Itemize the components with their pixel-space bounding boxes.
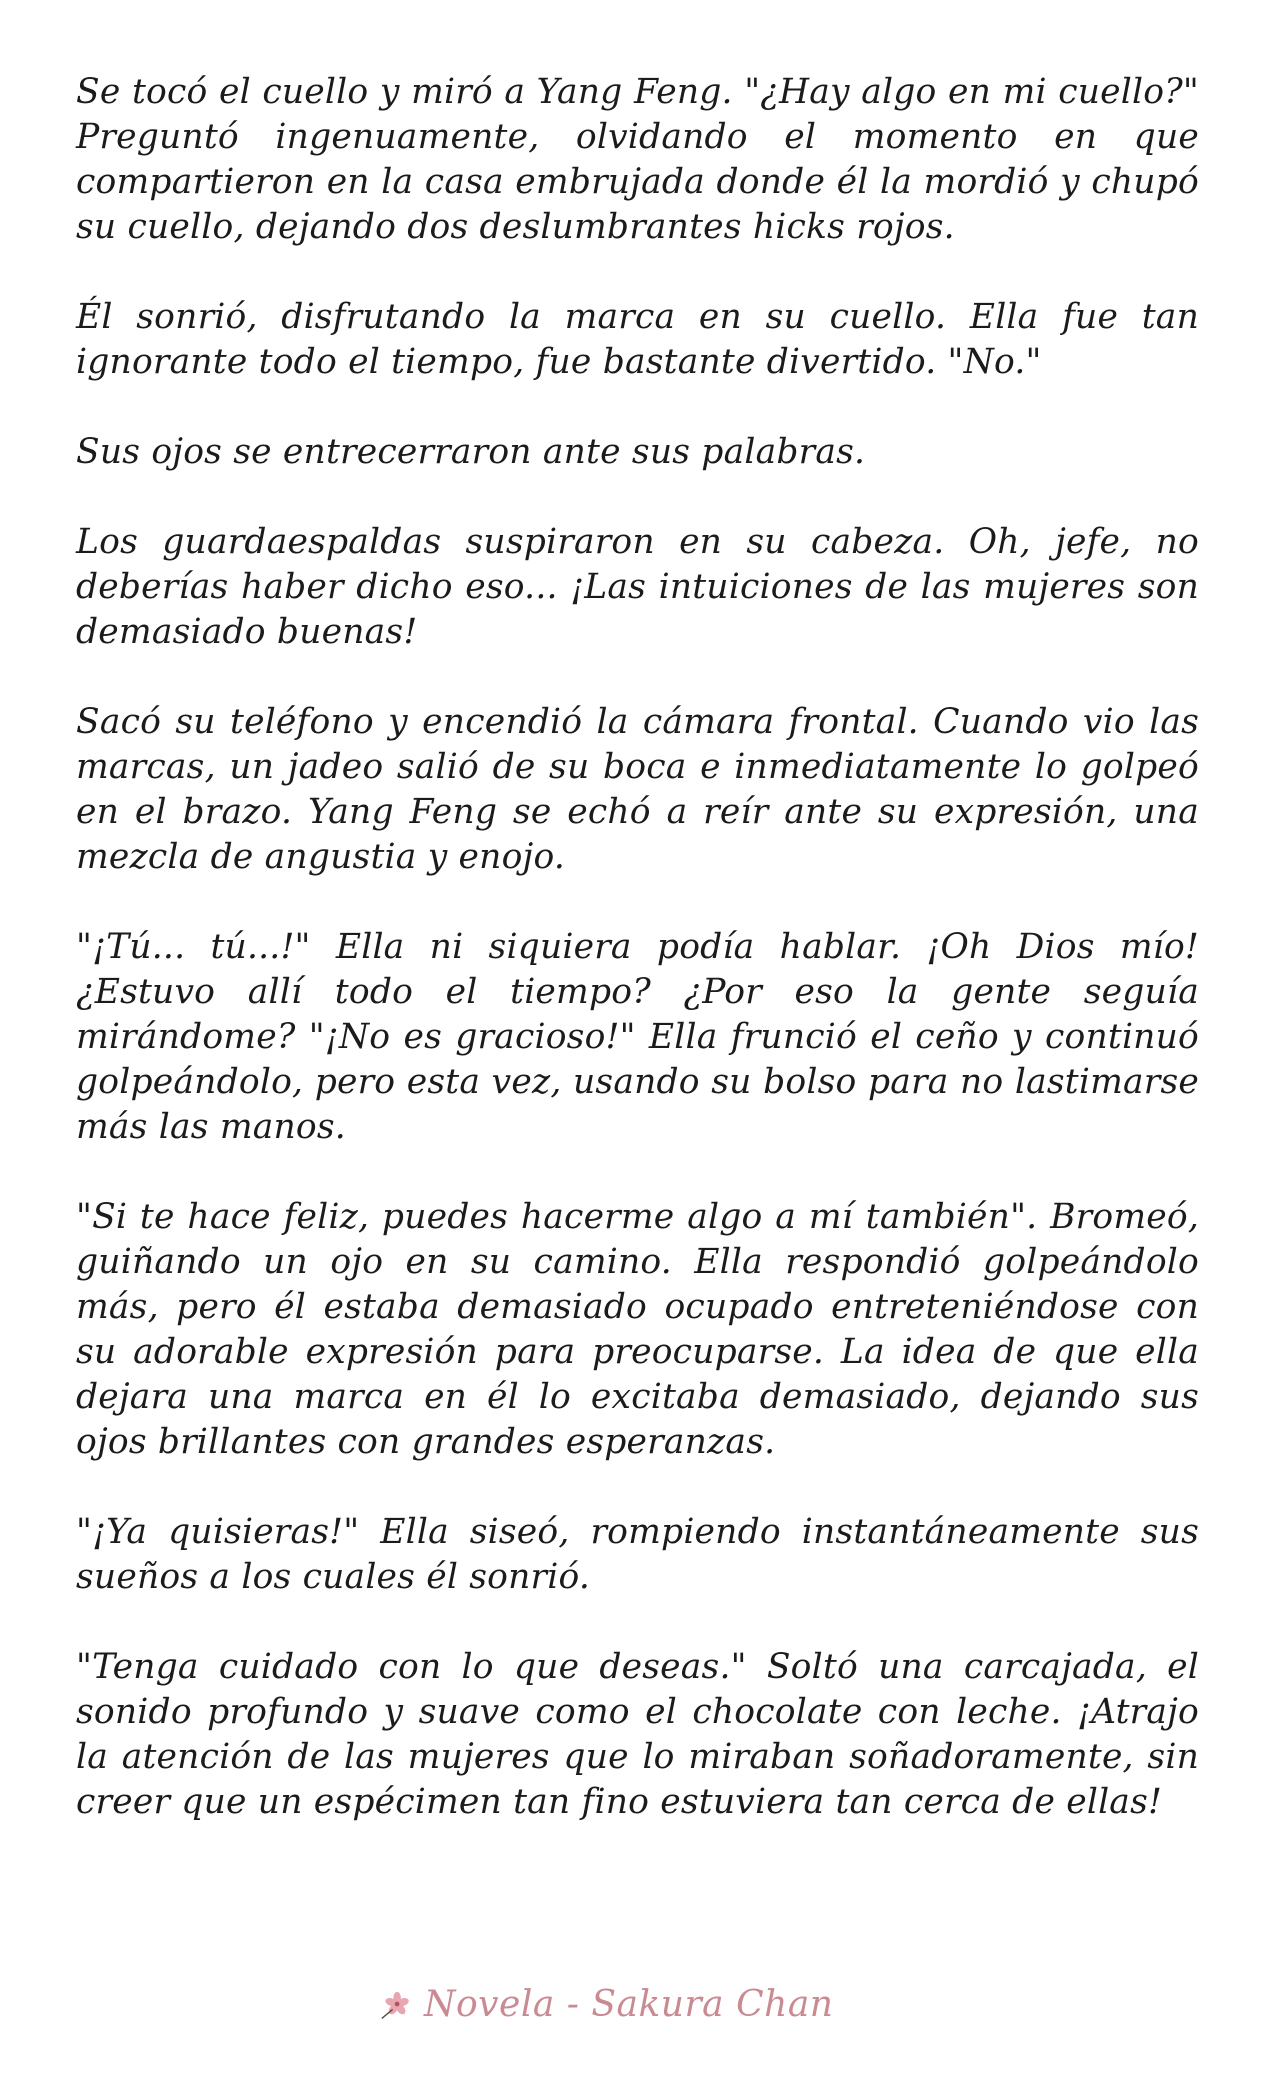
watermark-text: Novela - Sakura Chan bbox=[424, 1983, 834, 2025]
paragraph: "Si te hace feliz, puedes hacerme algo a mí también". Bromeó, guiñando un ojo en su camino. Ella respondió golpeándolo más, pero él estaba demasiado ocupado entreteniéndose con su adorable expresión para preocuparse. La idea de que ella dejara una marca en él lo excitaba demasiado, dejando sus ojos brillantes con grandes esperanzas. bbox=[76, 1197, 1199, 1462]
paragraph: Se tocó el cuello y miró a Yang Feng. "¿Hay algo en mi cuello?" Preguntó ingenuamente, olvidando el momento en que compartieron en la casa embrujada donde él la mordió y chupó su cuello, dejando dos deslumbrantes hicks rojos. bbox=[76, 72, 1199, 247]
paragraph: Él sonrió, disfrutando la marca en su cuello. Ella fue tan ignorante todo el tiempo, fue bastante divertido. "No." bbox=[76, 297, 1199, 382]
paragraph: "¡Tú... tú...!" Ella ni siquiera podía hablar. ¡Oh Dios mío! ¿Estuvo allí todo el tiempo? ¿Por eso la gente seguía mirándome? "¡No es gracioso!" Ella frunció el ceño y continuó golpeándolo, pero esta vez, usando su bolso para no lastimarse más las manos. bbox=[76, 927, 1199, 1147]
paragraph: Sus ojos se entrecerraron ante sus palabras. bbox=[76, 432, 866, 472]
paragraph: Los guardaespaldas suspiraron en su cabeza. Oh, jefe, no deberías haber dicho eso... ¡Las intuiciones de las mujeres son demasiado buenas! bbox=[76, 522, 1199, 652]
paragraph: "Tenga cuidado con lo que deseas." Soltó una carcajada, el sonido profundo y suave como el chocolate con leche. ¡Atrajo la atención de las mujeres que lo miraban soñadoramente, sin creer que un espécimen tan fino estuviera tan cerca de ellas! bbox=[76, 1647, 1199, 1822]
story-text bbox=[76, 70, 1199, 1825]
sakura-flower-icon bbox=[380, 1986, 416, 2022]
watermark bbox=[380, 1982, 833, 2026]
paragraph: Sacó su teléfono y encendió la cámara frontal. Cuando vio las marcas, un jadeo salió de su boca e inmediatamente lo golpeó en el brazo. Yang Feng se echó a reír ante su expresión, una mezcla de angustia y enojo. bbox=[76, 702, 1199, 877]
paragraph: "¡Ya quisieras!" Ella siseó, rompiendo instantáneamente sus sueños a los cuales él sonrió. bbox=[76, 1512, 1199, 1597]
